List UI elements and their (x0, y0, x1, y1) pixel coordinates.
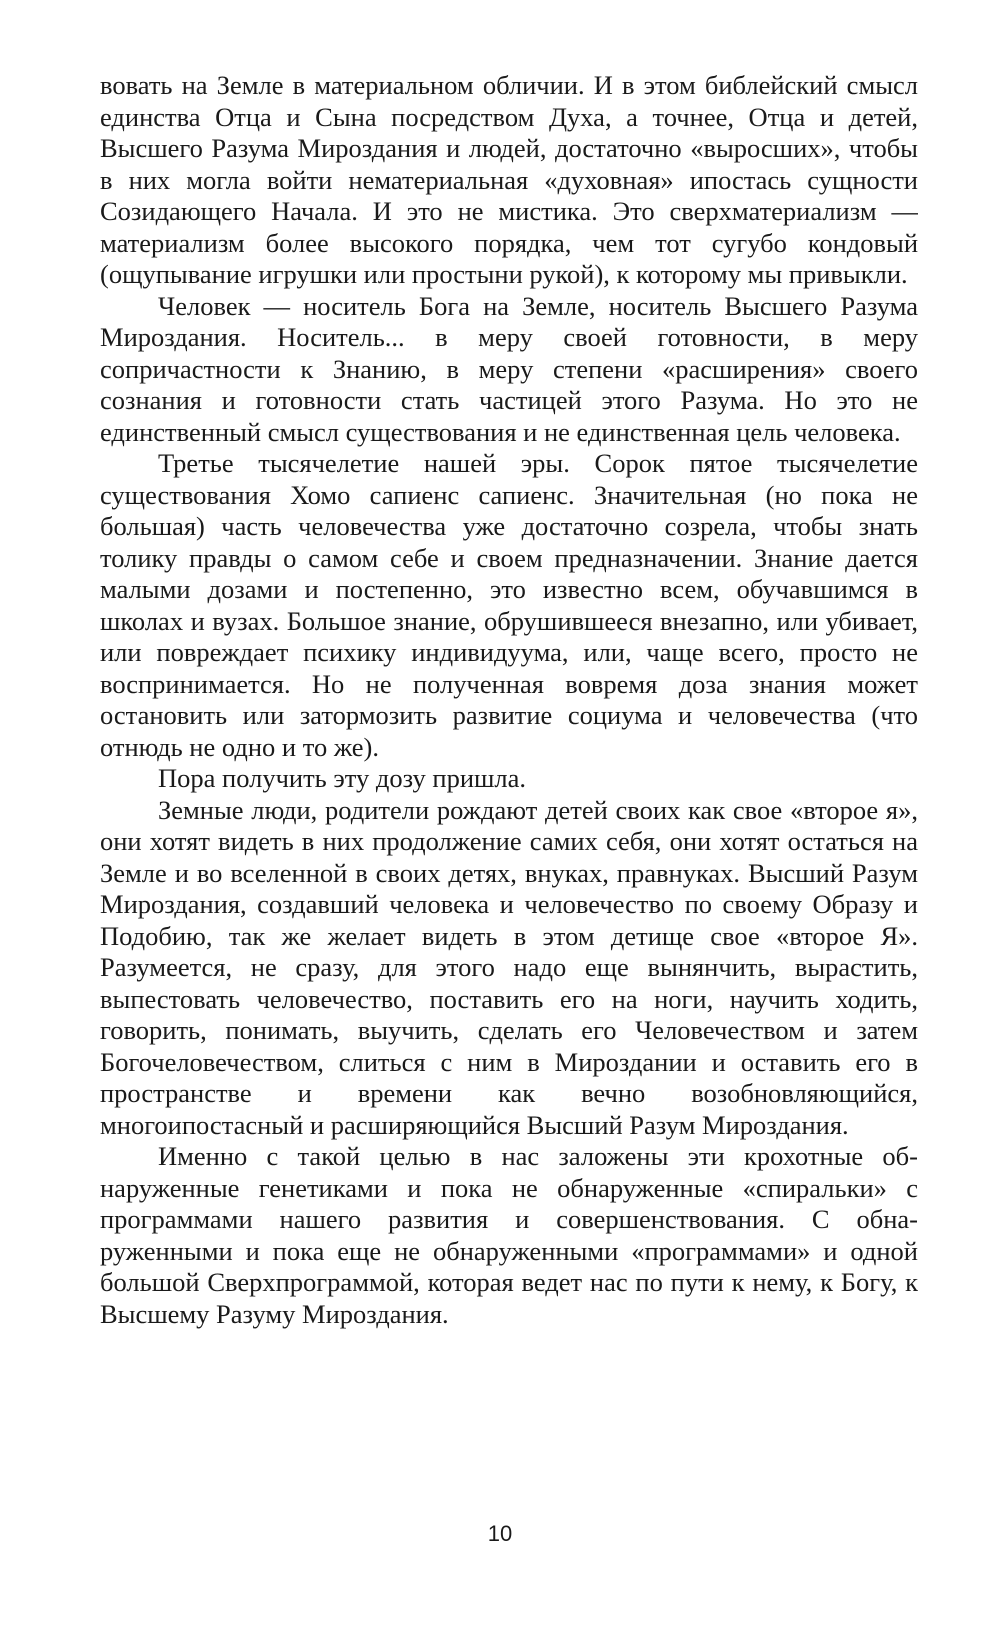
page-text (100, 70, 918, 1490)
paragraph: Пора получить эту дозу пришла. (158, 763, 527, 793)
paragraph-continuation: вовать на Земле в материальном обличии. И в этом библейский смысл единства Отца и Сына посредством Духа, а точнее, Отца и детей, Высшего Разума Мироздания и людей, достаточно «выросших», чтобы в них могла войти нематериальная «духовная» ипостась сущности Созидающего Начала. И это не мистика. Это сверхматериализм — материализм более высокого порядка, чем тот сугубо кондовый (ощупывание игрушки или простыни рукой), к которому мы привыкли. (100, 70, 918, 289)
paragraph: Земные люди, родители рождают детей своих как свое «второе я», они хотят видеть в них продолжение самих себя, они хотят остаться на Земле и во вселенной в своих детях, внуках, правнуках. Высший Разум Мироздания, создавший человека и человечество по своему Образу и Подобию, так же желает видеть в этом детище свое «второе Я». Разумеется, не сразу, для этого надо еще вынянчить, вырастить, выпестовать человечество, поставить его на ноги, научить ходить, говорить, понимать, выучить, сделать его Человечеством и затем Богочеловечеством, слиться с ним в Мироздании и оставить его в пространстве и времени как вечно возобновляющийся, многоипостасный и расширяющийся Высший Разум Мироздания. (100, 794, 918, 1140)
paragraph: Именно с такой целью в нас заложены эти крохотные обнаруженные генетиками и пока не обнаруженные «спиральки» с программами нашего развития и совершенствования. С обнаруженными и пока еще не обнаруженными «программами» и одной большой Сверхпрограммой, которая ведет нас по пути к нему, к Богу, к Высшему Разуму Мироздания. (100, 1141, 918, 1329)
page-number: 10 (487, 1521, 513, 1546)
paragraph: Человек — носитель Бога на Земле, носитель Высшего Разума Мироздания. Носитель... в меру своей готовности, в меру сопричастности к Знанию, в меру степени «расширения» своего сознания и готовности стать частицей этого Разума. Но это не единственный смысл существования и не единственная цель человека. (100, 290, 918, 447)
paragraph: Третье тысячелетие нашей эры. Сорок пятое тысячелетие существования Хомо сапиенс сапиенс. Значительная (но пока не большая) часть человечества уже достаточно созрела, чтобы знать толику правды о самом себе и своем предназначении. Знание дается малыми дозами и постепенно, это известно всем, обучавшимся в школах и вузах. Большое знание, обрушившееся внезапно, или убивает, или повреждает психику индивидуума, или, чаще всего, просто не воспринимается. Но не полученная вовремя доза знания может остановить или затормозить развитие социума и человечества (что отнюдь не одно и то же). (100, 448, 918, 762)
